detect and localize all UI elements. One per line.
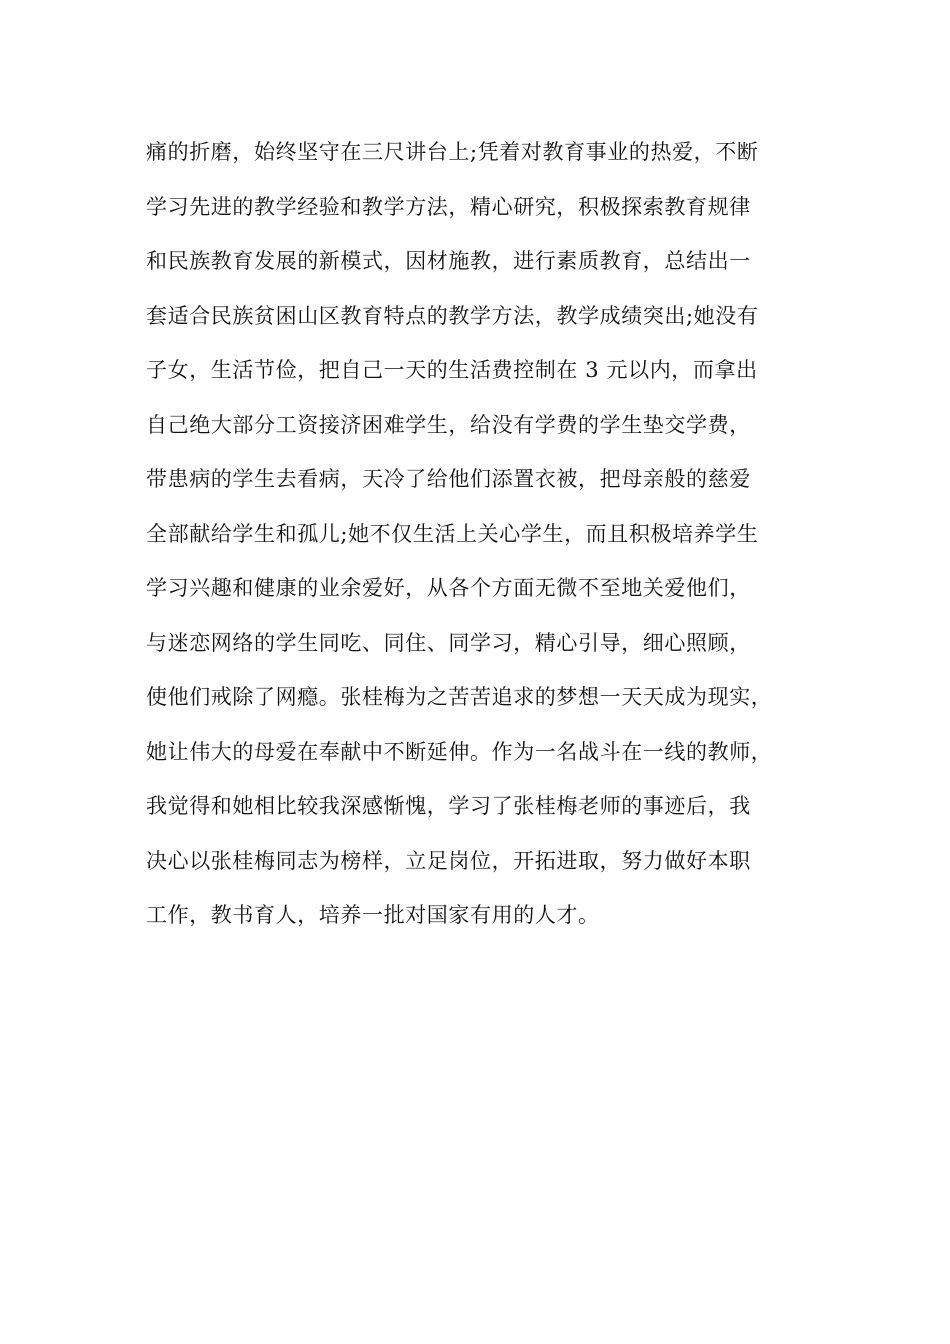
text-line: 子女，生活节俭，把自己一天的生活费控制在 3 元以内，而拿出 [146, 358, 758, 382]
text-line: 学习先进的教学经验和教学方法，精心研究，积极探索教育规律 [146, 194, 751, 219]
text-line: 自己绝大部分工资接济困难学生，给没有学费的学生垫交学费， [146, 412, 751, 437]
text-line: 全部献给学生和孤儿;她不仅生活上关心学生，而且积极培养学生 [146, 521, 759, 546]
text-line: 带患病的学生去看病，天冷了给他们添置衣被，把母亲般的慈爱 [146, 467, 751, 491]
text-line: 套适合民族贫困山区教育特点的教学方法，教学成绩突出;她没有 [146, 303, 759, 328]
text-line: 与迷恋网络的学生同吃、同住、同学习，精心引导，细心照顾， [146, 630, 751, 655]
text-line: 使他们戒除了网瘾。张桂梅为之苦苦追求的梦想一天天成为现实， [146, 685, 773, 709]
text-line: 工作，教书育人，培养一批对国家有用的人才。 [146, 903, 600, 927]
text-line: 学习兴趣和健康的业余爱好，从各个方面无微不至地关爱他们， [146, 576, 751, 600]
text-line: 决心以张桂梅同志为榜样，立足岗位，开拓进取，努力做好本职 [146, 848, 751, 873]
text-line: 我觉得和她相比较我深感惭愧，学习了张桂梅老师的事迹后，我 [146, 794, 751, 818]
body-paragraph [146, 130, 806, 948]
text-line: 她让伟大的母爱在奉献中不断延伸。作为一名战斗在一线的教师， [146, 739, 773, 764]
text-line: 痛的折磨，始终坚守在三尺讲台上;凭着对教育事业的热爱，不断 [146, 140, 759, 164]
text-line: 和民族教育发展的新模式，因材施教，进行素质教育，总结出一 [146, 249, 751, 273]
